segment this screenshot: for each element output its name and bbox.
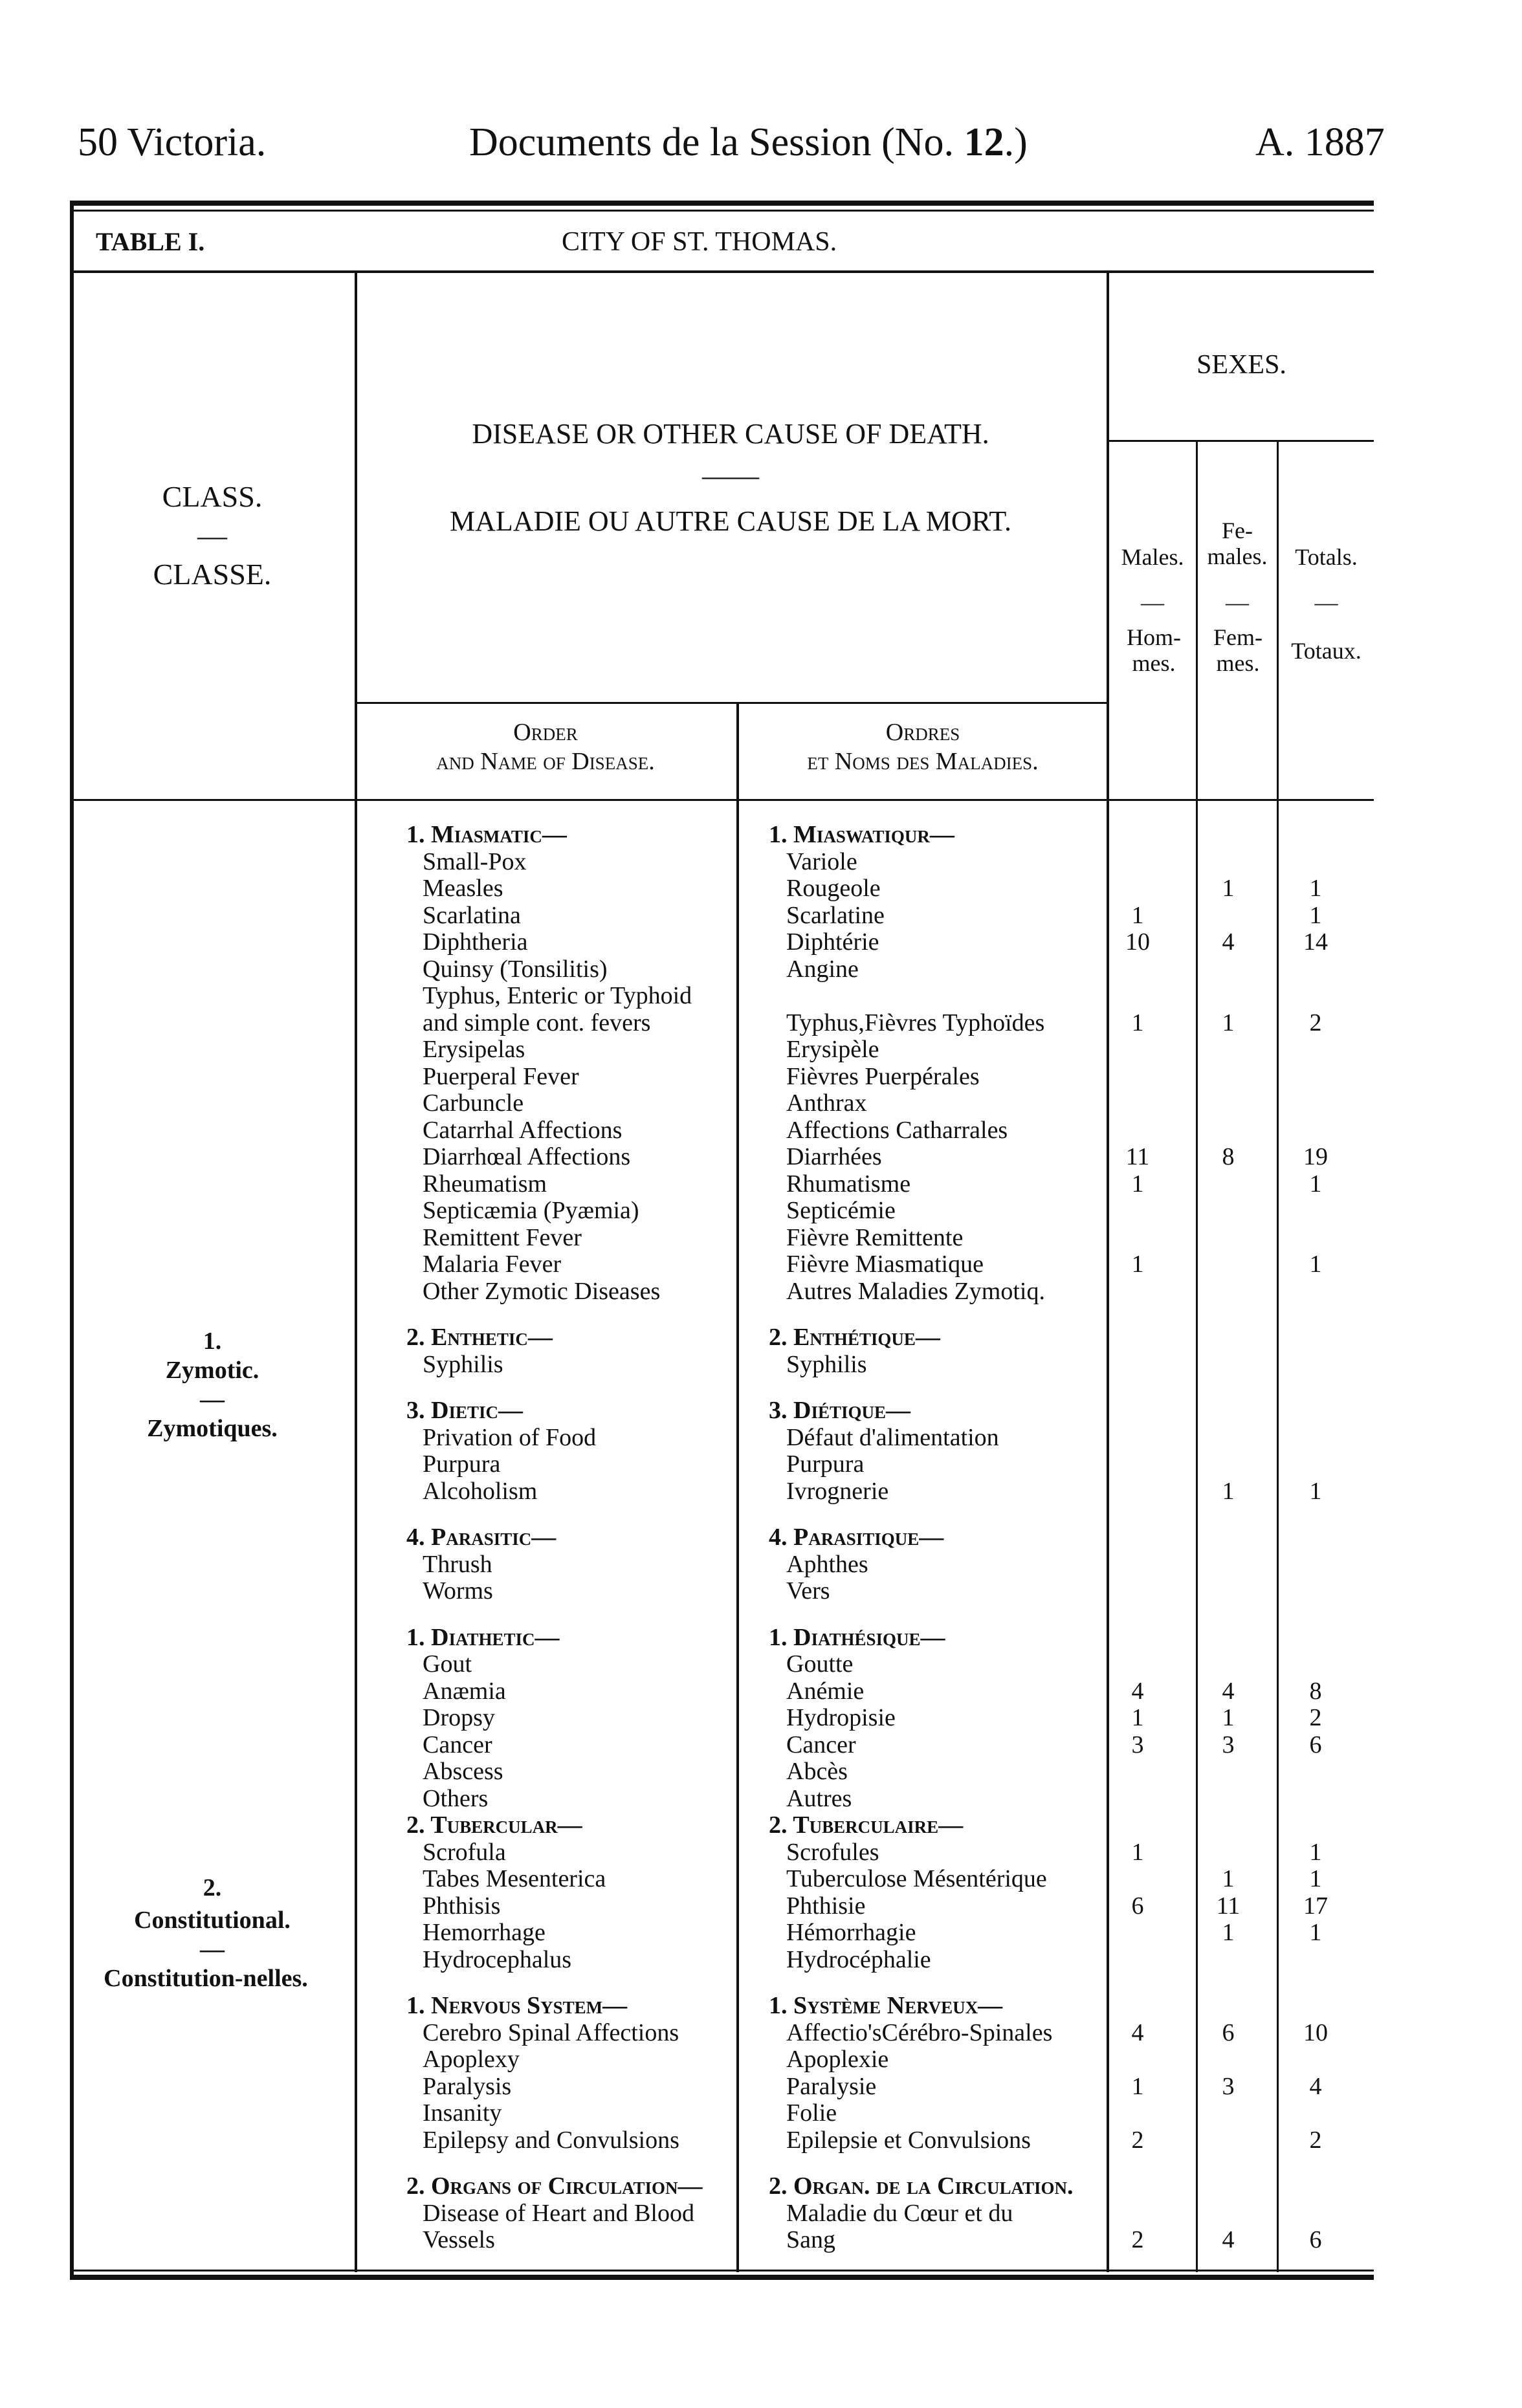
disease-name-en: Remittent Fever	[423, 1223, 582, 1251]
disease-name-fr: Typhus,Fièvres Typhoïdes	[786, 1009, 1045, 1036]
disease-name-fr: Tuberculose Mésentérique	[786, 1865, 1047, 1892]
males-count: 1	[1131, 2072, 1144, 2100]
page-header-center	[469, 120, 1028, 165]
disease-name-en: Other Zymotic Diseases	[423, 1277, 661, 1305]
disease-name-fr: Folie	[786, 2099, 837, 2127]
disease-name-en: Thrush	[423, 1550, 492, 1578]
males-count: 2	[1131, 2226, 1144, 2253]
males-col-rule	[1196, 442, 1198, 2272]
disease-name-en: Carbuncle	[423, 1089, 524, 1117]
disease-name-en: Puerperal Fever	[423, 1062, 579, 1090]
session-number: 12	[964, 120, 1004, 164]
disease-name-en: Septicæmia (Pyæmia)	[423, 1197, 639, 1224]
disease-name-fr: Erysipèle	[786, 1036, 879, 1063]
males-count: 10	[1125, 928, 1150, 956]
females-count: 4	[1222, 2226, 1235, 2253]
disease-name-en: Hydrocephalus	[423, 1945, 572, 1973]
disease-name-fr: 1. Système Nerveux—	[769, 1992, 1003, 2019]
sexes-rule	[1107, 440, 1374, 442]
females-header-dash: —	[1226, 589, 1249, 615]
disease-name-fr: 2. Tuberculaire—	[769, 1811, 964, 1839]
disease-name-fr: Syphilis	[786, 1350, 867, 1378]
title-rule	[70, 270, 1374, 273]
disease-name-fr: 1. Diathésique—	[769, 1623, 945, 1651]
disease-name-en: Vessels	[423, 2226, 495, 2253]
disease-name-fr: Purpura	[786, 1450, 865, 1478]
top-rule-thin	[70, 210, 1374, 212]
disease-name-en: 4. Parasitic—	[406, 1524, 557, 1551]
disease-name-en: Hemorrhage	[423, 1919, 546, 1946]
females-count: 4	[1222, 1677, 1235, 1705]
disease-name-fr: Autres Maladies Zymotiq.	[786, 1277, 1045, 1305]
males-count: 1	[1131, 1251, 1144, 1278]
totals-count: 2	[1309, 1009, 1322, 1036]
order-mid-rule	[736, 702, 739, 2272]
totals-count: 1	[1309, 1838, 1322, 1866]
females-count: 3	[1222, 2072, 1235, 2100]
class-2-name-en: Constitutional.	[134, 1907, 291, 1934]
disease-name-en: Disease of Heart and Blood	[423, 2199, 694, 2227]
disease-name-fr: Aphthes	[786, 1550, 868, 1578]
class-col-rule	[355, 273, 357, 2272]
disease-name-fr: Affections Catharrales	[786, 1116, 1008, 1144]
totals-count: 2	[1309, 1704, 1322, 1731]
totals-count: 1	[1309, 1919, 1322, 1946]
disease-name-fr: Scrofules	[786, 1838, 879, 1866]
disease-name-fr: 4. Parasitique—	[769, 1524, 944, 1551]
disease-name-en: Epilepsy and Convulsions	[423, 2126, 679, 2154]
disease-name-en: Purpura	[423, 1450, 501, 1478]
class-1-name-en: Zymotic.	[165, 1357, 259, 1384]
class-header-dash: —	[197, 519, 227, 552]
disease-name-en: Typhus, Enteric or Typhoid	[423, 982, 692, 1009]
disease-name-en: Small-Pox	[423, 848, 527, 875]
disease-name-fr: Hydrocéphalie	[786, 1945, 931, 1973]
totals-count: 17	[1303, 1892, 1328, 1920]
females-col-rule	[1277, 442, 1279, 2272]
order-header-en-2: and Name of Disease.	[436, 748, 655, 775]
females-count: 1	[1222, 875, 1235, 902]
bottom-rule-thick	[70, 2275, 1374, 2280]
males-count: 3	[1131, 1731, 1144, 1758]
disease-name-en: 1. Nervous System—	[406, 1992, 628, 2019]
males-count: 6	[1131, 1892, 1144, 1920]
disease-header-dash: ——	[702, 460, 759, 492]
disease-name-fr: Phthisie	[786, 1892, 866, 1920]
totals-count: 4	[1309, 2072, 1322, 2100]
totals-count: 8	[1309, 1677, 1322, 1705]
disease-header-en: DISEASE OR OTHER CAUSE OF DEATH.	[472, 418, 989, 450]
class-2-number: 2.	[203, 1874, 222, 1901]
disease-name-fr: 2. Organ. de la Circulation.	[769, 2173, 1074, 2200]
totals-count: 1	[1309, 1251, 1322, 1278]
order-header-fr-2: et Noms des Maladies.	[807, 748, 1039, 775]
disease-name-fr: 2. Enthétique—	[769, 1324, 940, 1351]
disease-name-en: Quinsy (Tonsilitis)	[423, 955, 608, 983]
disease-name-en: Diphtheria	[423, 928, 528, 956]
session-suffix: .)	[1004, 120, 1028, 164]
disease-name-en: 1. Diathetic—	[406, 1623, 560, 1651]
disease-name-en: Gout	[423, 1650, 472, 1678]
disease-name-en: Others	[423, 1784, 489, 1812]
disease-name-fr: Ivrognerie	[786, 1477, 889, 1505]
class-1-name-fr: Zymotiques.	[147, 1415, 278, 1442]
order-header-en-1: Order	[513, 719, 578, 746]
totals-count: 6	[1309, 1731, 1322, 1758]
totals-count: 1	[1309, 1170, 1322, 1198]
disease-name-en: Catarrhal Affections	[423, 1116, 623, 1144]
males-count: 1	[1131, 1838, 1144, 1866]
disease-name-fr: Sang	[786, 2226, 835, 2253]
disease-name-fr: Goutte	[786, 1650, 854, 1678]
class-2-dash: —	[200, 1936, 225, 1963]
disease-name-en: Malaria Fever	[423, 1251, 562, 1278]
session-prefix: Documents de la Session (No.	[469, 120, 954, 164]
disease-name-fr: Epilepsie et Convulsions	[786, 2126, 1031, 2154]
disease-name-fr: Vers	[786, 1577, 830, 1604]
disease-name-fr: Maladie du Cœur et du	[786, 2199, 1013, 2227]
totals-count: 14	[1303, 928, 1328, 956]
disease-name-en: Scrofula	[423, 1838, 506, 1866]
totals-header-fr: Totaux.	[1291, 638, 1362, 664]
females-header-en: Fe-males.	[1207, 518, 1268, 569]
females-count: 1	[1222, 1919, 1235, 1946]
class-header-fr: CLASSE.	[153, 558, 272, 591]
disease-name-en: Dropsy	[423, 1704, 495, 1731]
totals-count: 1	[1309, 901, 1322, 929]
disease-name-en: Tabes Mesenterica	[423, 1865, 606, 1892]
disease-name-en: Privation of Food	[423, 1423, 597, 1451]
females-count: 1	[1222, 1009, 1235, 1036]
disease-name-en: Erysipelas	[423, 1036, 525, 1063]
males-count: 4	[1131, 1677, 1144, 1705]
disease-name-en: Alcoholism	[423, 1477, 538, 1505]
totals-header-dash: —	[1314, 589, 1338, 615]
page-header-left: 50 Victoria.	[78, 120, 267, 164]
disease-name-en: Worms	[423, 1577, 493, 1604]
disease-name-en: Measles	[423, 875, 503, 902]
class-header-en: CLASS.	[162, 480, 263, 513]
females-count: 1	[1222, 1704, 1235, 1731]
class-1-dash: —	[200, 1386, 225, 1413]
disease-name-en: Diarrhœal Affections	[423, 1143, 631, 1170]
disease-name-en: Insanity	[423, 2099, 502, 2127]
disease-name-fr: Défaut d'alimentation	[786, 1423, 999, 1451]
totals-header-en: Totals.	[1295, 544, 1358, 570]
disease-name-fr: Apoplexie	[786, 2046, 889, 2073]
table-title: CITY OF ST. THOMAS.	[562, 227, 837, 257]
disease-header-fr: MALADIE OU AUTRE CAUSE DE LA MORT.	[450, 505, 1011, 537]
disease-name-en: 2. Enthetic—	[406, 1324, 553, 1351]
females-count: 6	[1222, 2019, 1235, 2046]
class-1-number: 1.	[203, 1328, 222, 1355]
disease-name-en: Syphilis	[423, 1350, 503, 1378]
disease-name-fr: Diarrhées	[786, 1143, 882, 1170]
disease-name-fr: Affectio'sCérébro-Spinales	[786, 2019, 1053, 2046]
disease-name-fr: Fièvres Puerpérales	[786, 1062, 980, 1090]
disease-name-en: Cerebro Spinal Affections	[423, 2019, 679, 2046]
females-count: 11	[1216, 1892, 1241, 1920]
disease-name-fr: Diphtérie	[786, 928, 879, 956]
disease-name-fr: Hydropisie	[786, 1704, 896, 1731]
males-count: 1	[1131, 901, 1144, 929]
page-header-right: A. 1887	[1255, 120, 1385, 164]
order-header-fr-1: Ordres	[885, 719, 960, 746]
males-count: 11	[1125, 1143, 1150, 1170]
males-header-fr: Hom-mes.	[1127, 624, 1181, 676]
females-count: 4	[1222, 928, 1235, 956]
totals-count: 1	[1309, 875, 1322, 902]
females-header-fr: Fem-mes.	[1213, 624, 1263, 676]
males-count: 1	[1131, 1170, 1144, 1198]
class-2-name-fr: Constitution-nelles.	[104, 1965, 308, 1992]
totals-count: 6	[1309, 2226, 1322, 2253]
females-count: 8	[1222, 1143, 1235, 1170]
disease-name-fr: Autres	[786, 1784, 852, 1812]
disease-name-fr: Scarlatine	[786, 901, 885, 929]
males-header-dash: —	[1141, 589, 1164, 615]
females-count: 3	[1222, 1731, 1235, 1758]
disease-name-fr: Variole	[786, 848, 857, 875]
disease-name-en: 2. Organs of Circulation—	[406, 2173, 703, 2200]
sexes-header: SEXES.	[1197, 350, 1286, 380]
order-rule	[355, 702, 1107, 704]
disease-name-en: Paralysis	[423, 2072, 512, 2100]
males-count: 4	[1131, 2019, 1144, 2046]
disease-name-fr: Angine	[786, 955, 859, 983]
totals-count: 1	[1309, 1477, 1322, 1505]
disease-name-fr: Septicémie	[786, 1197, 896, 1224]
totals-count: 1	[1309, 1865, 1322, 1892]
totals-count: 19	[1303, 1143, 1328, 1170]
disease-name-en: Abscess	[423, 1758, 503, 1785]
header-bottom-rule	[70, 799, 1374, 801]
males-count: 1	[1131, 1704, 1144, 1731]
table-label: TABLE I.	[96, 227, 205, 256]
females-count: 1	[1222, 1865, 1235, 1892]
mortality-table	[70, 201, 1374, 2281]
disease-name-fr: 1. Miaswatiqur—	[769, 821, 954, 848]
bottom-rule-thin	[70, 2270, 1374, 2271]
disease-name-en: Scarlatina	[423, 901, 521, 929]
disease-name-en: 2. Tubercular—	[406, 1811, 582, 1839]
disease-name-fr: Hémorrhagie	[786, 1919, 916, 1946]
disease-name-fr: Fièvre Remittente	[786, 1223, 964, 1251]
top-rule-thick	[70, 201, 1374, 206]
disease-name-fr: Cancer	[786, 1731, 856, 1758]
disease-name-fr: Paralysie	[786, 2072, 877, 2100]
totals-count: 2	[1309, 2126, 1322, 2154]
males-count: 2	[1131, 2126, 1144, 2154]
totals-count: 10	[1303, 2019, 1328, 2046]
disease-name-en: 3. Dietic—	[406, 1397, 523, 1424]
disease-name-en: Cancer	[423, 1731, 492, 1758]
females-count: 1	[1222, 1477, 1235, 1505]
disease-name-fr: 3. Diétique—	[769, 1397, 910, 1424]
disease-name-fr: Rhumatisme	[786, 1170, 911, 1198]
disease-name-fr: Anthrax	[786, 1089, 867, 1117]
disease-name-en: and simple cont. fevers	[423, 1009, 651, 1036]
males-count: 1	[1131, 1009, 1144, 1036]
disease-name-fr: Anémie	[786, 1677, 865, 1705]
disease-name-en: 1. Miasmatic—	[406, 821, 567, 848]
males-header-en: Males.	[1121, 544, 1184, 570]
disease-name-en: Anæmia	[423, 1677, 506, 1705]
disease-name-en: Rheumatism	[423, 1170, 547, 1198]
disease-name-fr: Fièvre Miasmatique	[786, 1251, 984, 1278]
disease-name-fr: Rougeole	[786, 875, 881, 902]
disease-name-fr: Abcès	[786, 1758, 848, 1785]
disease-name-en: Phthisis	[423, 1892, 501, 1920]
disease-name-en: Apoplexy	[423, 2046, 520, 2073]
